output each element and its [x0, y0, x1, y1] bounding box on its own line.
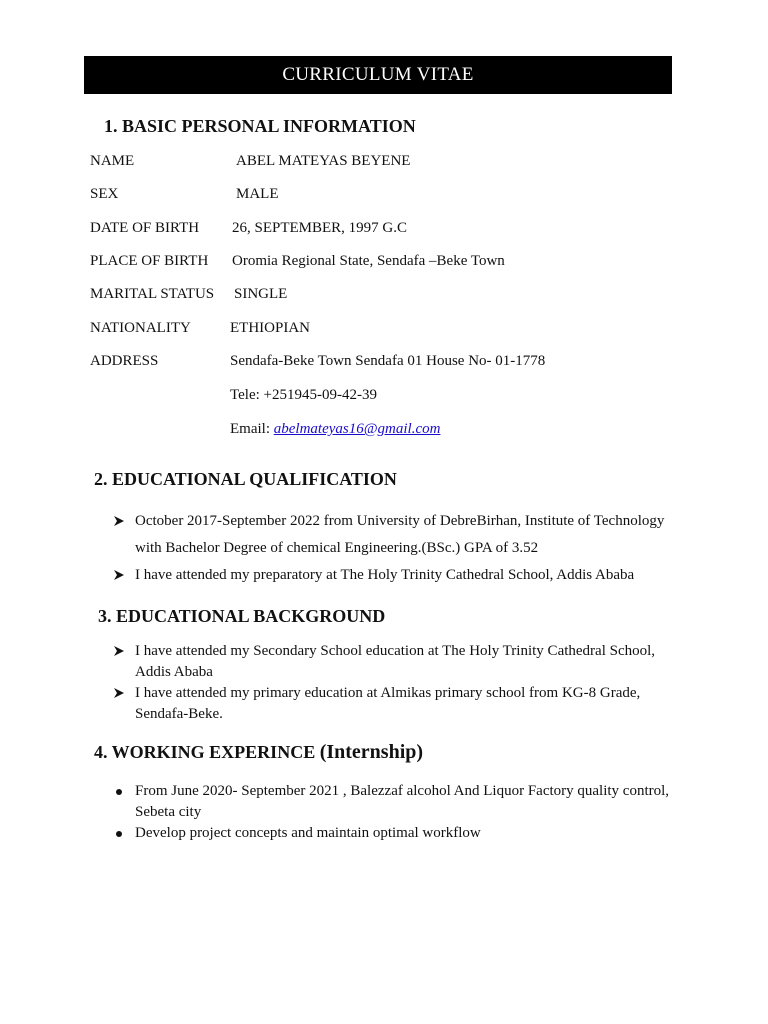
email-link[interactable]: abelmateyas16@gmail.com [273, 421, 441, 437]
email-line [230, 419, 440, 439]
info-label: SEX [90, 186, 119, 202]
info-row-nationality [90, 318, 690, 338]
cv-title-bar [84, 56, 672, 94]
info-row-email [90, 419, 690, 439]
info-value: 26, SEPTEMBER, 1997 G.C [232, 220, 408, 236]
section-heading-educational-qualification: 2. EDUCATIONAL QUALIFICATION [94, 469, 397, 489]
section-heading-paren: (Internship) [319, 741, 424, 763]
list-item-text: I have attended my primary education at Almikas primary school from KG-8 Grade, Sendafa-Beke. [135, 685, 641, 722]
info-label: DATE OF BIRTH [90, 220, 200, 236]
info-value: ETHIOPIAN [230, 320, 310, 336]
arrow-bullet-icon [114, 565, 128, 587]
list-item-text: I have attended my preparatory at The Holy Trinity Cathedral School, Addis Ababa [135, 567, 635, 583]
email-prefix: Email: [230, 421, 274, 437]
section-heading-working-experience [94, 741, 423, 764]
info-label: NATIONALITY [90, 320, 191, 336]
list-item-text: From June 2020- September 2021 , Balezzaf alcohol And Liquor Factory quality control, Sebeta city [135, 783, 670, 820]
list-item-text: with Bachelor Degree of chemical Engineering.(BSc.) GPA of 3.52 [135, 540, 539, 556]
cv-title: CURRICULUM VITAE [282, 64, 474, 85]
arrow-bullet-icon [114, 641, 128, 663]
list-item-text: I have attended my Secondary School education at The Holy Trinity Cathedral School, Addis Ababa [135, 643, 656, 680]
info-row-date-of-birth [90, 218, 690, 238]
tele-value: Tele: +251945-09-42-39 [230, 387, 377, 403]
info-row-name [90, 151, 690, 171]
section-heading-main: 4. WORKING EXPERINCE [94, 742, 320, 762]
info-row-address [90, 351, 690, 371]
info-value: Sendafa-Beke Town Sendafa 01 House No- 01-1778 [230, 353, 546, 369]
info-row-place-of-birth [90, 251, 690, 271]
list-item-text: Develop project concepts and maintain optimal workflow [135, 825, 481, 841]
info-row-tele [90, 385, 690, 405]
info-row-marital-status [90, 284, 690, 304]
arrow-bullet-icon [114, 511, 128, 533]
info-row-sex [90, 184, 690, 204]
info-value: SINGLE [234, 286, 288, 302]
info-value: ABEL MATEYAS BEYENE [236, 153, 411, 169]
info-value: MALE [236, 186, 279, 202]
info-label: NAME [90, 153, 135, 169]
dot-bullet-icon [114, 781, 128, 802]
list-item-text: October 2017-September 2022 from University of DebreBirhan, Institute of Technology [135, 513, 665, 529]
info-label: ADDRESS [90, 353, 159, 369]
section-heading-educational-background: 3. EDUCATIONAL BACKGROUND [98, 606, 386, 626]
info-value: Oromia Regional State, Sendafa –Beke Town [232, 253, 505, 269]
dot-bullet-icon [114, 823, 128, 844]
info-label: MARITAL STATUS [90, 286, 215, 302]
section-heading-basic-info: 1. BASIC PERSONAL INFORMATION [104, 116, 416, 136]
info-label: PLACE OF BIRTH [90, 253, 209, 269]
arrow-bullet-icon [114, 683, 128, 705]
